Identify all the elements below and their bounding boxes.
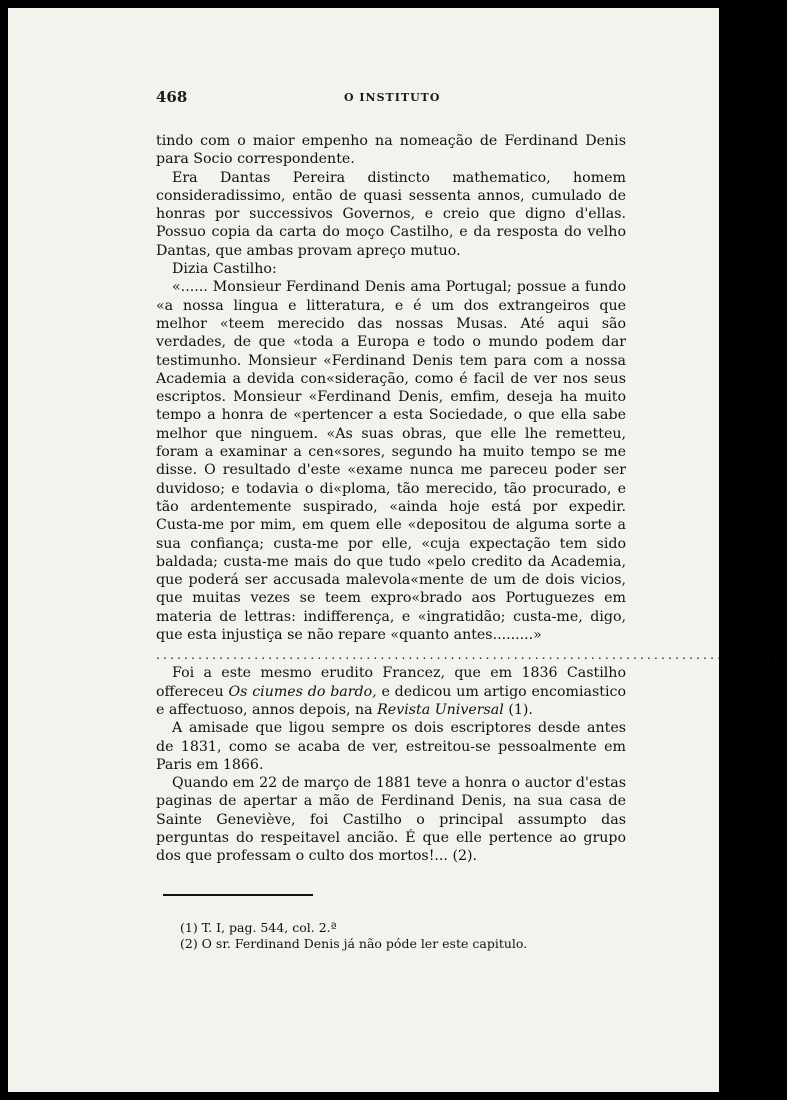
paragraph-6: A amisade que ligou sempre os dois escriptores desde antes de 1831, como se acaba de ver, estreitou-se pessoalmente em Paris em 1866. xyxy=(156,720,626,773)
paragraph-5 xyxy=(156,664,626,719)
quotation: «...... Monsieur Ferdinand Denis ama Portugal; possue a fundo «a nossa lingua e litteratura, e é um dos extrangeiros que melhor «teem merecido das nossas Musas. Até aqui são verdades, de que «toda a Europa e todo o mundo podem dar testimunho. Monsieur «Ferdinand Denis tem para com a nossa Academia a devida con«sideração, como é facil de ver nos seus escriptos. Monsieur «Ferdinand Denis, emfim, deseja ha muito tempo a honra de «pertencer a esta Sociedade, o que ella sabe melhor que ninguem. «As suas obras, que elle lhe remetteu, foram a examinar a cen«sores, segundo ha muito tempo se me disse. O resultado d'este «exame nunca me pareceu poder ser duvidoso; e todavia o di«ploma, tão merecido, tão procurado, e tão ardentemente suspirado, «ainda hoje está por expedir. Custa-me por mim, em quem elle «depositou de alguma sorte a sua confiança; custa-me por elle, «cuja expectação tem sido baldada; custa-me mais do que tudo «pelo credito da Academia, que poderá ser accusada malevola«mente de um de dois vicios, que muitas vezes se teem expro«brado aos Portuguezes em materia de lettras: indifferença, e «ingratidão; custa-me, digo, que esta injustiça se não repare «quanto antes.........» xyxy=(156,279,626,644)
footnote-rule xyxy=(163,894,313,896)
separator-dots: .......................................................................................... xyxy=(156,648,787,663)
page-header xyxy=(156,88,631,110)
work-title: Os ciumes do bardo, xyxy=(228,683,377,700)
paragraph-5-after: (1). xyxy=(503,701,533,718)
paragraph-1: tindo com o maior empenho na nomeação de Ferdinand Denis para Socio correspondente. xyxy=(156,133,626,168)
paragraph-2: Era Dantas Pereira distincto mathematico, homem consideradissimo, então de quasi sessenta annos, cumulado de honras por successivos Governos, e creio que digno d'ellas. Possuo copia da carta do moço Castilho, e da resposta do velho Dantas, que ambas provam apreço mutuo. xyxy=(156,169,626,259)
footnote-2: (2) O sr. Ferdinand Denis já não póde ler este capitulo. xyxy=(180,936,528,951)
document-page xyxy=(8,8,787,1092)
footnote-1: (1) T. I, pag. 544, col. 2.ª xyxy=(180,920,337,935)
journal-title: Revista Universal xyxy=(377,701,504,718)
running-title: O INSTITUTO xyxy=(344,91,441,104)
body-text xyxy=(156,132,787,866)
footnotes xyxy=(180,920,620,952)
paragraph-7: Quando em 22 de março de 1881 teve a honra o auctor d'estas paginas de apertar a mão de Ferdinand Denis, na sua casa de Sainte Geneviève, foi Castilho o principal assumpto das perguntas do respeitavel ancião. É que elle pertence ao grupo dos que professam o culto dos mortos!... (2). xyxy=(156,775,626,865)
paragraph-5-middle: e dedicou um artigo encomiastico e affectuoso, annos depois, na xyxy=(156,683,626,718)
paragraph-3: Dizia Castilho: xyxy=(172,261,277,278)
page-number: 468 xyxy=(156,88,188,106)
paragraph-5-before: Foi a este mesmo erudito Francez, que em 1836 Castilho offereceu xyxy=(156,665,626,700)
